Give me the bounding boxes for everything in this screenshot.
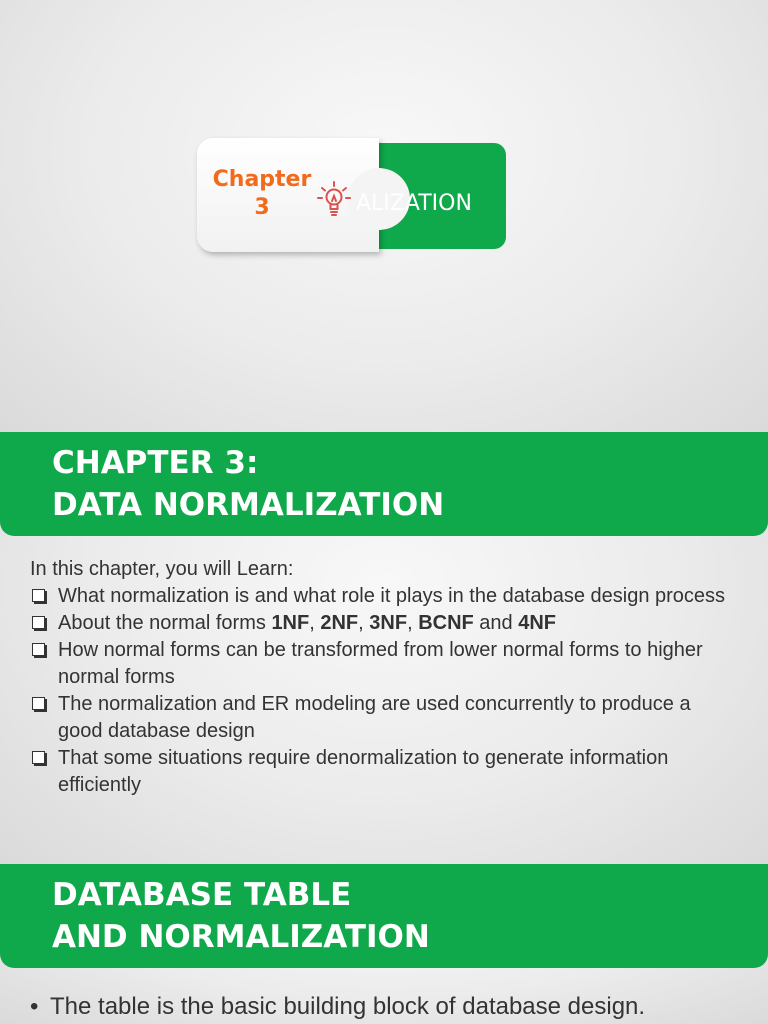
checkbox-bullet-icon — [32, 697, 45, 710]
objective-text: What normalization is and what role it plays in the database design process — [58, 585, 726, 607]
separator: , — [309, 612, 321, 634]
chapter-label — [200, 166, 324, 222]
chapter-word: Chapter — [212, 167, 312, 192]
objectives-body — [30, 556, 740, 799]
normal-form-2nf: 2NF — [320, 612, 359, 634]
objective-text: About the normal forms — [58, 612, 272, 634]
banner-title-line1: CHAPTER 3: — [52, 445, 259, 481]
normal-form-4nf: 4NF — [518, 612, 557, 634]
chapter-cover-slide — [0, 0, 768, 432]
intro-text: In this chapter, you will Learn: — [30, 558, 294, 580]
objective-text: That some situations require denormalization to generate information efficiently — [58, 747, 669, 796]
checkbox-bullet-icon — [32, 751, 45, 764]
chapter-title-fragment: ALIZATION — [356, 191, 472, 216]
database-table-slide — [0, 864, 768, 1024]
list-item — [30, 637, 740, 691]
banner-title-line2: DATA NORMALIZATION — [52, 487, 445, 523]
bullet-icon: • — [30, 993, 39, 1020]
checkbox-bullet-icon — [32, 616, 45, 629]
list-item — [30, 583, 740, 610]
checkbox-bullet-icon — [32, 589, 45, 602]
conjunction: and — [473, 612, 519, 634]
list-item — [30, 691, 740, 745]
normal-form-bcnf: BCNF — [418, 612, 474, 634]
checkbox-bullet-icon — [32, 643, 45, 656]
chapter-number: 3 — [254, 195, 270, 220]
list-item — [30, 610, 740, 637]
bullet-text: The table is the basic building block of database design. — [50, 993, 646, 1020]
normal-form-3nf: 3NF — [369, 612, 408, 634]
objective-text: How normal forms can be transformed from lower normal forms to higher normal forms — [58, 639, 703, 688]
title-banner — [0, 432, 768, 536]
bullet-point — [30, 992, 645, 1022]
list-item — [30, 745, 740, 799]
separator: , — [407, 612, 419, 634]
objectives-list — [30, 583, 740, 799]
title-banner — [0, 864, 768, 968]
separator: , — [358, 612, 370, 634]
objective-text: The normalization and ER modeling are used concurrently to produce a good database design — [58, 693, 691, 742]
banner-title-line2: AND NORMALIZATION — [52, 919, 430, 955]
normal-form-1nf: 1NF — [271, 612, 310, 634]
lightbulb-icon — [316, 180, 352, 220]
banner-title-line1: DATABASE TABLE — [52, 877, 352, 913]
learning-objectives-slide — [0, 432, 768, 864]
